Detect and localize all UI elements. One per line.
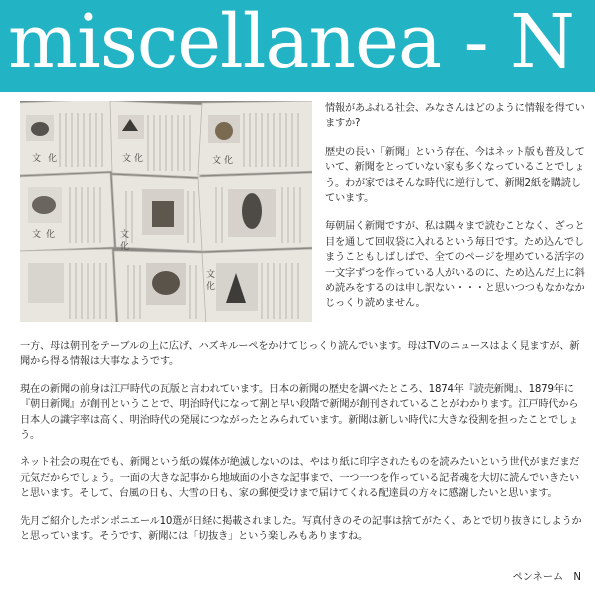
photo-label: 化 [120,242,130,252]
newspaper-photo-icon [20,101,312,322]
article-paragraph: ネット社会の現在でも、新聞という紙の媒体が絶滅しないのは、やはり紙に印字されたものを読みたいという世代がまだまだ元気だからでしょう。一面の大きな記事から地域面の小さな記事まで、一つ一つを作っている記者魂を大切に読んでいきたいと思います。そして、台風の日も、大雪の日も、家の郵便受けまで届けてくれる配達員の方々に感謝したいと思います。 [20,457,580,500]
photo-label: 文 [122,154,132,164]
photo-label: 文 [120,230,130,240]
photo-label: 文 [206,270,216,280]
article-right-column [325,101,585,325]
page-title: miscellanea - N [8,0,574,85]
article-paragraph: 毎朝届く新聞ですが、私は隅々まで読むことなく、ざっと目を通して回収袋に入れるという毎日です。ため込んでしまうこともしばしばで、全てのページを埋めている活字の一文字ずつを作っている人がいるのに、ため込んだ上に斜め読みをするのは申し訳ない・・・と思いつつもなかなかじっくり読めません。 [325,221,585,310]
article-paragraph: 一方、母は朝刊をテーブルの上に広げ、ハズキルーペをかけてじっくり読んでいます。母はTVのニュースはよく見ますが、新聞から得る情報は大事なようです。 [20,341,580,368]
photo-label: 文 [32,230,42,240]
photo-label: 文 [212,156,222,166]
author-signature: ペンネーム N [512,572,581,583]
article-paragraph: 歴史の長い「新聞」という存在、今はネット版も普及していて、新聞をとっていない家も多くなっていることでしょう。わが家ではそんな時代に逆行して、新聞2紙を購読しています。 [325,146,585,205]
photo-label: 化 [224,156,234,166]
header-banner [0,0,595,92]
article-paragraph: 情報があふれる社会、みなさんはどのように情報を得ていますか? [325,103,585,130]
newspaper-photo [20,101,312,322]
article-paragraph: 現在の新聞の前身は江戸時代の瓦版と言われています。日本の新聞の歴史を調べたところ、1874年『読売新聞』、1879年に『朝日新聞』が創刊ということで、明治時代になって割と早い段階で新聞が創刊されていることがわかります。江戸時代から日本人の識字率は高く、明治時代の発展につながったとみられています。新聞は新しい時代に大きな役割を担ったことでしょう。 [20,383,579,442]
photo-label: 化 [46,230,56,240]
article-paragraph: 先月ご紹介したポンポニエール10選が日経に掲載されました。写真付きのその記事は捨てがたく、あとで切り抜きにしようかと思っています。そうです、新聞には「切抜き」という楽しみもありますね。 [20,515,582,543]
article-body [20,339,585,556]
photo-label: 化 [206,282,216,292]
photo-label: 化 [48,154,58,164]
photo-label: 化 [134,154,144,164]
photo-label: 文 [32,154,42,164]
